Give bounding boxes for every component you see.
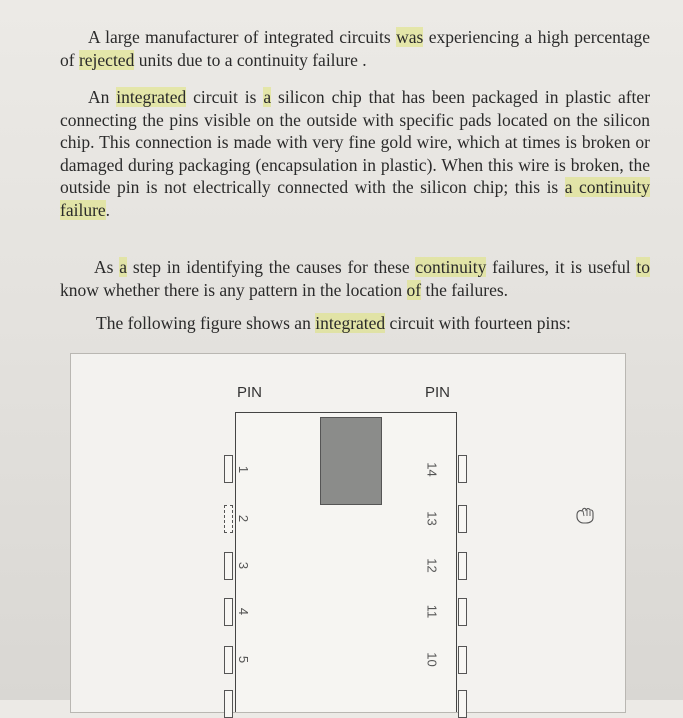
pin-number-text: 5	[236, 655, 252, 664]
highlighted-text: rejected	[78, 49, 135, 70]
left-pin-lead	[224, 455, 233, 483]
text-run: An	[88, 87, 117, 107]
text-run: A large manufacturer of integrated circuits	[88, 27, 397, 47]
left-pin-lead	[224, 646, 233, 674]
pin-number-text: 14	[424, 462, 440, 477]
paragraph-intro	[60, 26, 650, 71]
highlighted-text: to	[636, 257, 651, 277]
highlighted-text: a continuity failure	[60, 177, 651, 220]
pin-number-4	[236, 604, 252, 619]
left-pin-lead	[224, 505, 233, 533]
pin-number-13	[425, 511, 439, 526]
highlighted-text: was	[396, 27, 424, 47]
text-run: the failures.	[421, 279, 509, 300]
pin-number-12	[425, 558, 439, 573]
text-run: circuit is	[186, 87, 264, 107]
pin-number-text: 12	[424, 558, 440, 573]
pin-number-text: 10	[424, 652, 440, 667]
text-run: failures, it is useful	[486, 257, 637, 277]
text-run: As	[94, 257, 120, 277]
hand-cursor-icon	[574, 506, 596, 524]
text-run: .	[105, 199, 111, 220]
pin-number-text: 13	[424, 511, 440, 526]
pin-number-text: 3	[236, 561, 252, 570]
text-run: know whether there is any pattern in the location	[60, 279, 407, 300]
pin-number-text: 1	[236, 465, 252, 474]
text-run: The following figure shows an	[96, 313, 316, 333]
pin-number-3	[236, 558, 252, 573]
pin-number-text: 4	[236, 607, 252, 616]
highlighted-text: continuity	[415, 257, 487, 277]
right-pin-lead	[458, 646, 467, 674]
right-pin-lead	[458, 505, 467, 533]
left-pin-lead	[224, 552, 233, 580]
highlighted-text: of	[406, 279, 422, 300]
right-pin-lead	[458, 598, 467, 626]
highlighted-text: integrated	[116, 87, 187, 107]
highlighted-text: integrated	[315, 313, 386, 333]
pin-number-text: 2	[236, 514, 252, 523]
left-pin-lead	[224, 690, 233, 718]
pin-number-10	[425, 652, 439, 667]
text-run: step in identifying the causes for these	[127, 257, 416, 277]
silicon-die	[320, 417, 382, 505]
highlighted-text: a	[263, 87, 272, 107]
pin-number-11	[425, 604, 439, 619]
left-pin-label: PIN	[237, 384, 263, 401]
pin-number-5	[236, 652, 252, 667]
paragraph-purpose	[60, 256, 650, 301]
text-run: silicon chip that has been packaged in plastic after connecting the pins visible on the outside with specific pads located on the silicon chip. This connection is made with very fine gold wire, which at times is broken or damaged during packaging (encapsulation in plastic). When this wire is broken, the outside pin is not electrically connected with the silicon chip; this is	[60, 87, 651, 197]
pin-number-2	[236, 511, 252, 526]
text-run: circuit with fourteen pins:	[385, 313, 571, 333]
text-run: units due to a continuity failure .	[134, 49, 367, 70]
text-run: experiencing a high percentage of	[60, 27, 650, 70]
paragraph-definition	[60, 86, 650, 221]
pin-number-1	[236, 462, 252, 477]
right-pin-lead	[458, 552, 467, 580]
right-pin-label: PIN	[425, 384, 451, 401]
paragraph-figure-intro	[60, 312, 650, 335]
pin-number-14	[425, 462, 439, 477]
left-pin-lead	[224, 598, 233, 626]
pin-number-text: 11	[424, 604, 440, 619]
highlighted-text: a	[119, 257, 128, 277]
right-pin-lead	[458, 690, 467, 718]
right-pin-lead	[458, 455, 467, 483]
